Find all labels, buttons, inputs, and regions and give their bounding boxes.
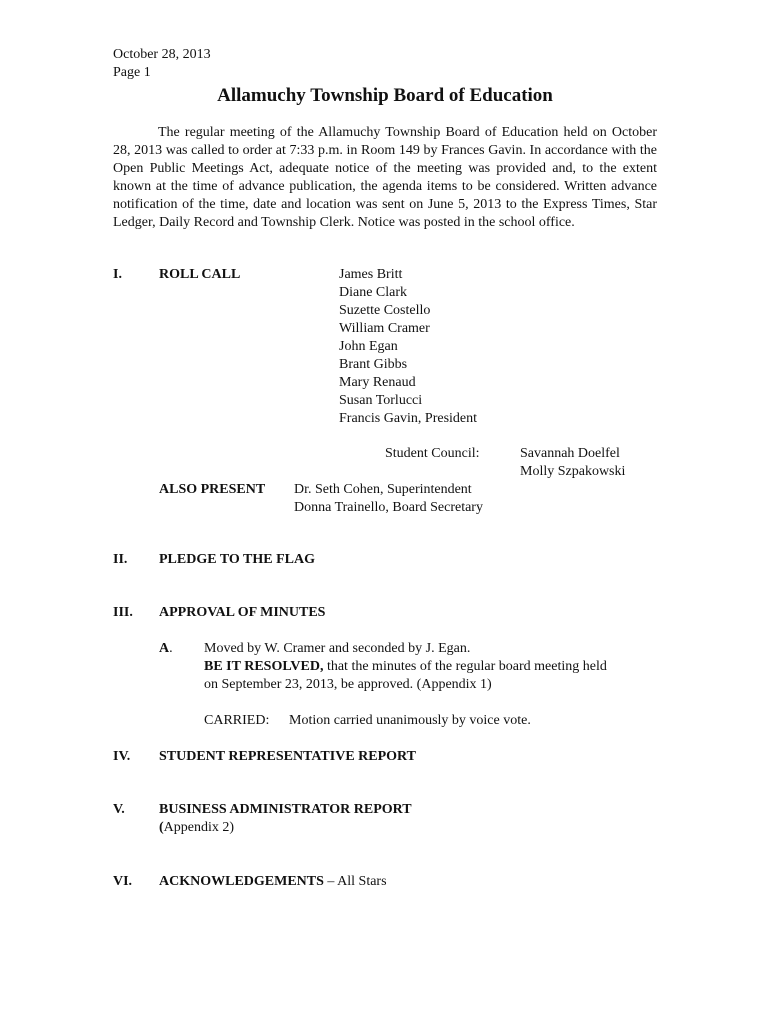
section-number: I. [113,267,122,282]
resolved-rest: that the minutes of the regular board meeting held [323,659,607,674]
appendix-ref: Appendix 2) [163,820,235,835]
section-heading-approval-minutes: APPROVAL OF MINUTES [159,605,326,620]
resolution-line-1 [204,658,607,676]
resolution-line-2: on September 23, 2013, be approved. (Appendix 1) [204,677,492,692]
list-item: William Cramer [339,321,430,336]
item-letter [159,640,173,658]
section-heading-student-report: STUDENT REPRESENTATIVE REPORT [159,749,417,764]
section-heading-roll-call: ROLL CALL [159,267,241,282]
section-number: IV. [113,749,131,764]
section-acknowledgements [159,873,387,891]
carried-text: Motion carried unanimously by voice vote. [289,713,531,728]
list-item: James Britt [339,267,403,282]
list-item: John Egan [339,339,398,354]
list-item: Susan Torlucci [339,393,423,408]
also-present-label: ALSO PRESENT [159,482,266,497]
list-item: Mary Renaud [339,375,416,390]
list-item: Brant Gibbs [339,357,408,372]
section-number: II. [113,552,128,567]
carried-label: CARRIED: [204,713,270,728]
resolved-lead: BE IT RESOLVED, [204,659,324,674]
meeting-date: October 28, 2013 [113,47,211,62]
student-council-label: Student Council: [385,446,480,461]
section-heading-acknowledgements: ACKNOWLEDGEMENTS [159,874,324,889]
business-report-appendix [159,819,234,837]
item-letter-punct: . [169,641,173,656]
page-number: Page 1 [113,65,151,80]
acknowledgements-suffix: – All Stars [323,874,387,889]
list-item: Dr. Seth Cohen, Superintendent [294,482,472,497]
section-heading-pledge: PLEDGE TO THE FLAG [159,552,315,567]
list-item: Francis Gavin, President [339,411,478,426]
list-item: Donna Trainello, Board Secretary [294,500,483,515]
list-item: Savannah Doelfel [520,446,620,461]
section-heading-business-report: BUSINESS ADMINISTRATOR REPORT [159,802,412,817]
item-letter-text: A [159,641,170,656]
section-number: VI. [113,874,133,889]
list-item: Diane Clark [339,285,408,300]
paren-open: ( [159,820,164,835]
section-number: V. [113,802,125,817]
roll-call-list [339,266,477,428]
document-title: Allamuchy Township Board of Education [217,85,553,106]
list-item: Molly Szpakowski [520,464,626,479]
intro-paragraph: The regular meeting of the Allamuchy Township Board of Education held on October 28, 2013 was called to order at 7:33 p.m. in Room 149 by Frances Gavin. In accordance with the Open Public Meetings Act, adequate notice of the meeting was provided and, to the extent known at the time of advance publication, the agenda items to be considered. Written advance notification of the time, date and location was sent on June 5, 2013 to the Express Times, Star Ledger, Daily Record and Township Clerk. Notice was posted in the school office. [113,125,657,230]
motion-moved: Moved by W. Cramer and seconded by J. Egan. [204,641,471,656]
student-council-list [520,445,625,481]
also-present-list [294,481,483,517]
section-number: III. [113,605,133,620]
list-item: Suzette Costello [339,303,431,318]
